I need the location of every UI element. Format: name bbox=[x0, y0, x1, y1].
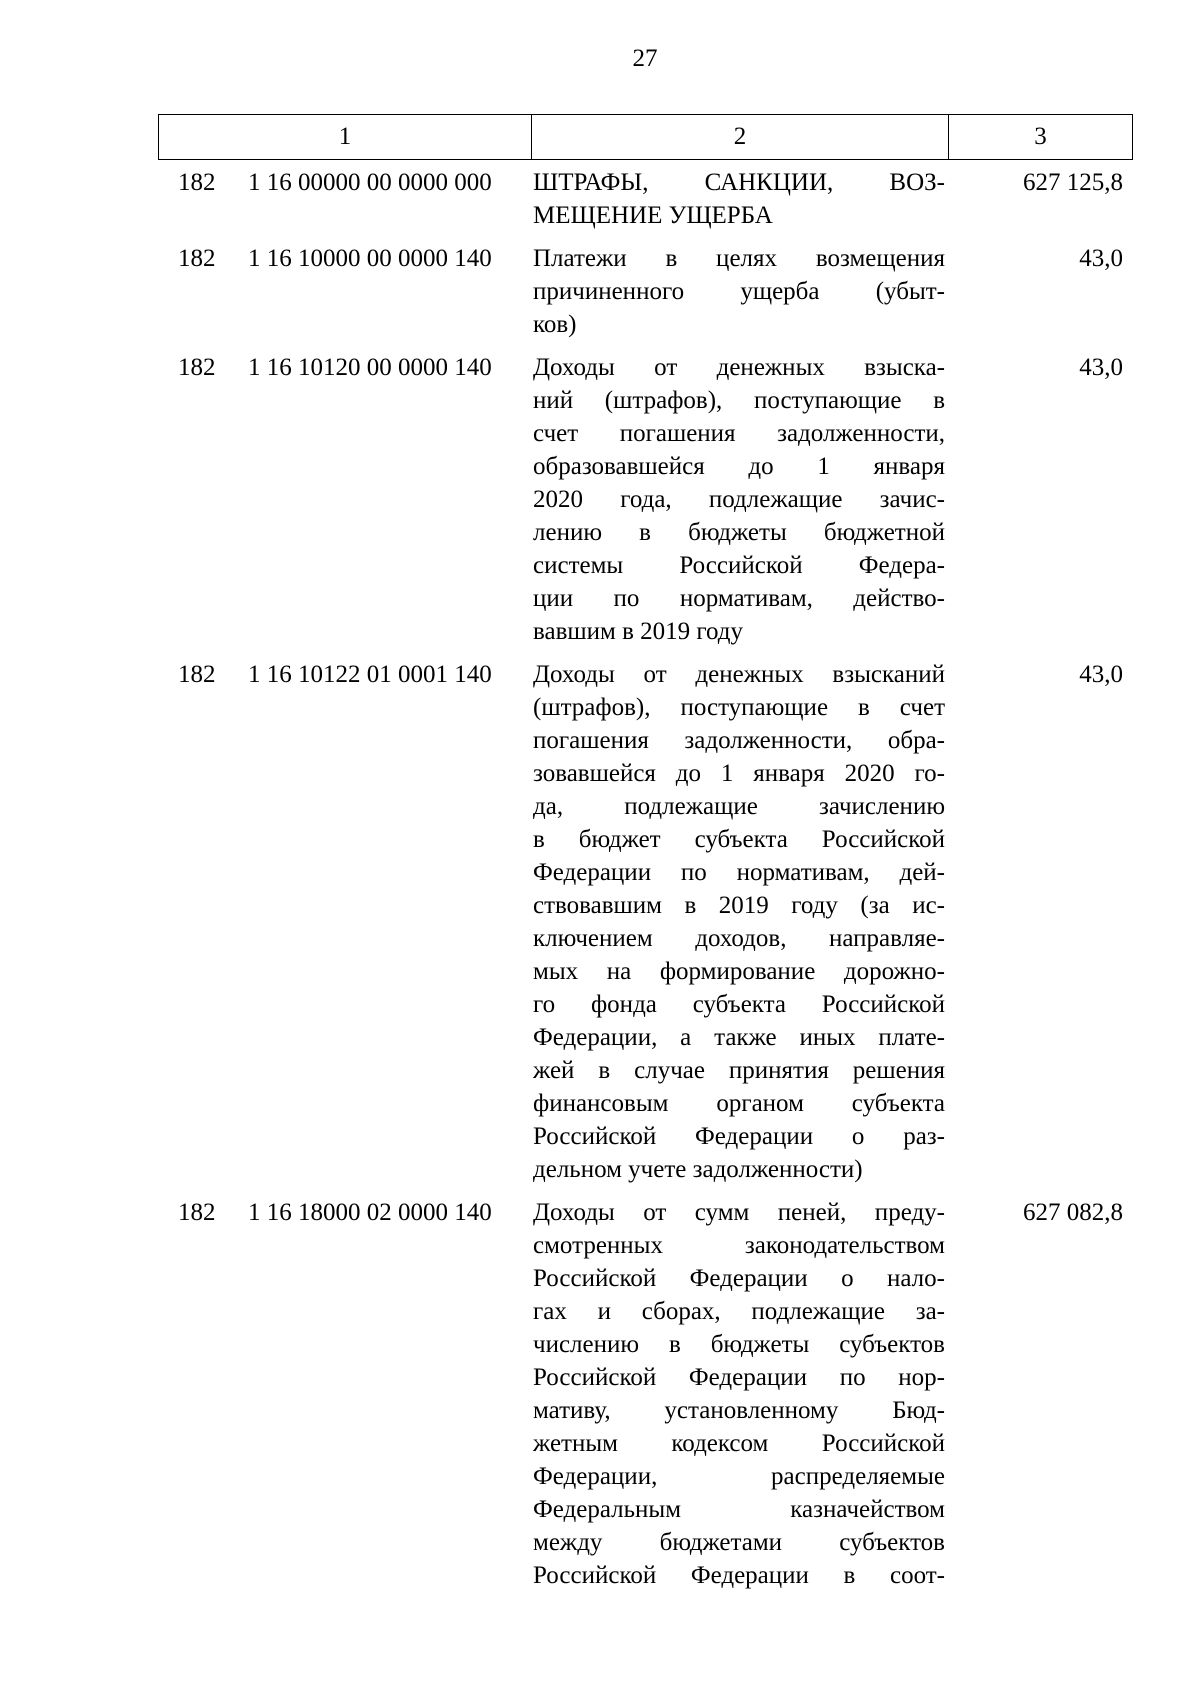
description-line: Федерации по нормативам, дей- bbox=[533, 859, 945, 886]
description-line: го фонда субъекта Российской bbox=[533, 991, 945, 1018]
description-line: ний (штрафов), поступающие в bbox=[533, 387, 945, 414]
description-line: между бюджетами субъектов bbox=[533, 1529, 945, 1556]
description-line: образовавшейся до 1 января bbox=[533, 453, 945, 480]
description bbox=[533, 658, 945, 1186]
description-line: ШТРАФЫ, САНКЦИИ, ВОЗ- bbox=[533, 169, 945, 196]
description-line: числению в бюджеты субъектов bbox=[533, 1331, 945, 1358]
description-line: (штрафов), поступающие в счет bbox=[533, 694, 945, 721]
admin-code: 182 bbox=[178, 169, 216, 196]
description-line: гах и сборах, подлежащие за- bbox=[533, 1298, 945, 1325]
amount: 43,0 bbox=[1079, 354, 1123, 381]
table-row bbox=[158, 1196, 1133, 1592]
table-row bbox=[158, 351, 1133, 648]
description-line: системы Российской Федера- bbox=[533, 552, 945, 579]
admin-code: 182 bbox=[178, 1199, 216, 1226]
description-line: 2020 года, подлежащие зачис- bbox=[533, 486, 945, 513]
description-line: причиненного ущерба (убыт- bbox=[533, 278, 945, 305]
admin-code: 182 bbox=[178, 245, 216, 272]
description-line: ков) bbox=[533, 311, 577, 338]
description-line: Платежи в целях возмещения bbox=[533, 245, 945, 272]
description-line: смотренных законодательством bbox=[533, 1232, 945, 1259]
description-line: да, подлежащие зачислению bbox=[533, 793, 945, 820]
description-line: погашения задолженности, обра- bbox=[533, 727, 945, 754]
header-col-2: 2 bbox=[532, 115, 949, 159]
description-line: Российской Федерации в соот- bbox=[533, 1562, 945, 1589]
description-line: Российской Федерации по нор- bbox=[533, 1364, 945, 1391]
description-line: лению в бюджеты бюджетной bbox=[533, 519, 945, 546]
budget-code: 1 16 10120 00 0000 140 bbox=[248, 354, 492, 381]
description-line: мых на формирование дорожно- bbox=[533, 958, 945, 985]
header-col-3: 3 bbox=[1034, 123, 1047, 150]
table-header bbox=[158, 114, 1133, 160]
description-line: Доходы от денежных взысканий bbox=[533, 661, 945, 688]
description-line: финансовым органом субъекта bbox=[533, 1090, 945, 1117]
description-line: жей в случае принятия решения bbox=[533, 1057, 945, 1084]
description-line: ствовавшим в 2019 году (за ис- bbox=[533, 892, 945, 919]
table-row bbox=[158, 658, 1133, 1186]
description-line: мативу, установленному Бюд- bbox=[533, 1397, 945, 1424]
admin-code: 182 bbox=[178, 354, 216, 381]
description-line: МЕЩЕНИЕ УЩЕРБА bbox=[533, 202, 773, 229]
amount: 43,0 bbox=[1079, 245, 1123, 272]
table-row bbox=[158, 166, 1133, 232]
description-line: счет погашения задолженности, bbox=[533, 420, 945, 447]
description-line: Доходы от сумм пеней, преду- bbox=[533, 1199, 945, 1226]
admin-code: 182 bbox=[178, 661, 216, 688]
amount: 43,0 bbox=[1079, 661, 1123, 688]
description bbox=[533, 351, 945, 648]
table-row bbox=[158, 242, 1133, 341]
header-col-1: 1 bbox=[159, 115, 532, 159]
description-line: вавшим в 2019 году bbox=[533, 618, 744, 645]
description-line: жетным кодексом Российской bbox=[533, 1430, 945, 1457]
description-line: ции по нормативам, действо- bbox=[533, 585, 945, 612]
description-line: в бюджет субъекта Российской bbox=[533, 826, 945, 853]
table-body bbox=[158, 166, 1133, 1602]
description-line: Федеральным казначейством bbox=[533, 1496, 945, 1523]
budget-code: 1 16 18000 02 0000 140 bbox=[248, 1199, 492, 1226]
description-line: дельном учете задолженности) bbox=[533, 1156, 863, 1183]
description bbox=[533, 1196, 945, 1592]
amount: 627 082,8 bbox=[1023, 1199, 1123, 1226]
description-line: ключением доходов, направляе- bbox=[533, 925, 945, 952]
description-line: Российской Федерации о нало- bbox=[533, 1265, 945, 1292]
description bbox=[533, 166, 945, 232]
budget-code: 1 16 10122 01 0001 140 bbox=[248, 661, 492, 688]
description-line: зовавшейся до 1 января 2020 го- bbox=[533, 760, 945, 787]
amount: 627 125,8 bbox=[1023, 169, 1123, 196]
page-number: 27 bbox=[632, 45, 658, 72]
description bbox=[533, 242, 945, 341]
description-line: Федерации, распределяемые bbox=[533, 1463, 945, 1490]
description-line: Российской Федерации о раз- bbox=[533, 1123, 945, 1150]
budget-code: 1 16 10000 00 0000 140 bbox=[248, 245, 492, 272]
description-line: Федерации, а также иных плате- bbox=[533, 1024, 945, 1051]
description-line: Доходы от денежных взыска- bbox=[533, 354, 945, 381]
budget-code: 1 16 00000 00 0000 000 bbox=[248, 169, 492, 196]
